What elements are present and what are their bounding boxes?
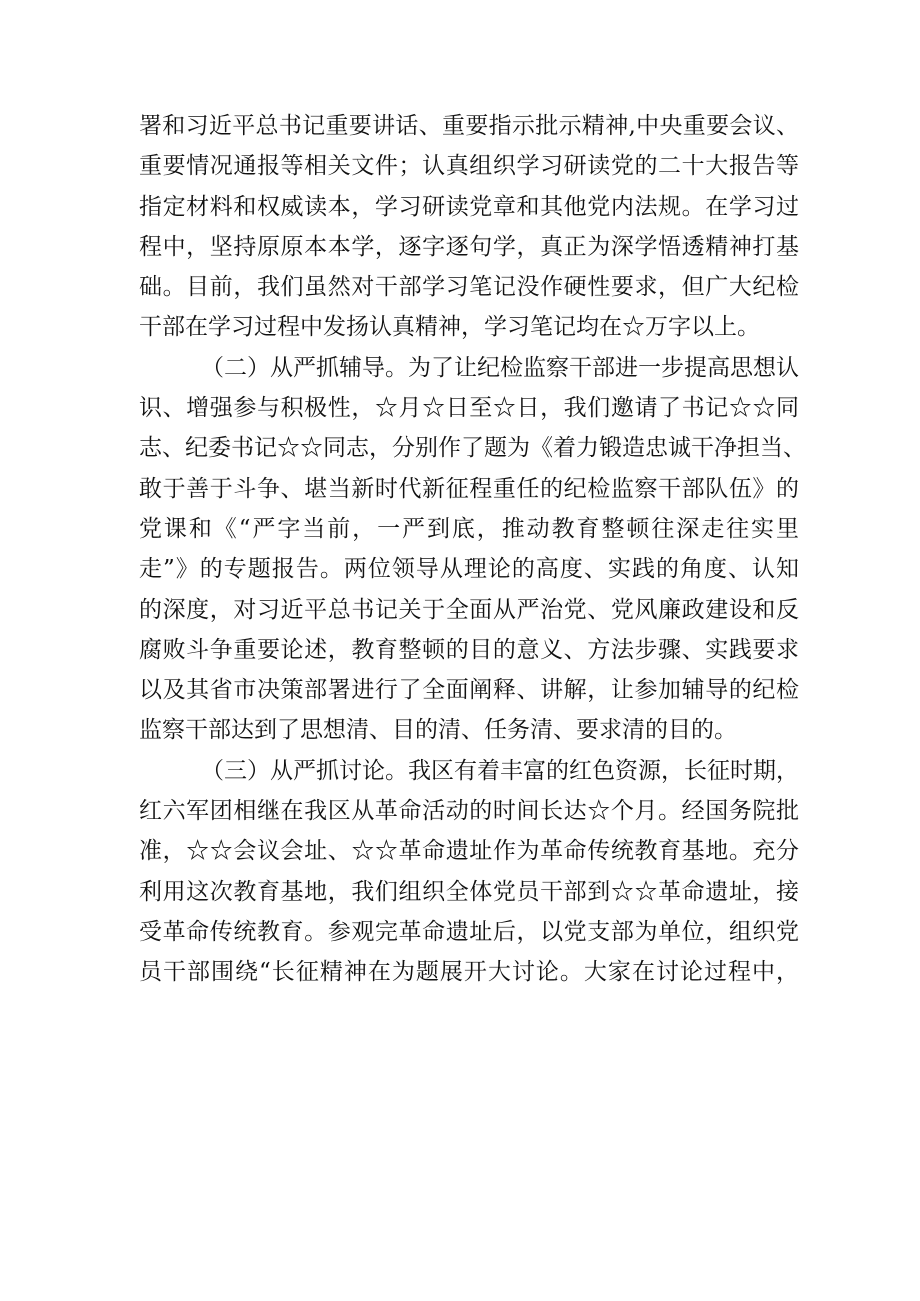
text-line: 利用这次教育基地，我们组织全体党员干部到☆☆革命遗址，接 [139,878,799,905]
text-line: 指定材料和权威读本，学习研读党章和其他党内法规。在学习过 [139,193,799,220]
text-line: 的深度，对习近平总书记关于全面从严治党、党风廉政建设和反 [139,596,799,623]
text-line: 干部在学习过程中发扬认真精神，学习笔记均在☆万字以上。 [139,314,760,341]
paragraph-1 [139,106,799,348]
paragraph-2 [139,348,806,751]
document-body [139,106,806,993]
paragraph-3 [139,751,799,993]
text-line: 以及其省市决策部署进行了全面阐释、讲解，让参加辅导的纪检 [139,677,799,704]
text-line: 党课和《“严字当前，一严到底，推动教育整顿往深走往实里 [139,515,799,542]
text-line: 受革命传统教育。参观完革命遗址后，以党支部为单位，组织党 [139,918,799,945]
text-line: 敢于善于斗争、堪当新时代新征程重任的纪检监察干部队伍》的 [139,475,799,502]
text-line: 准，☆☆会议会址、☆☆革命遗址作为革命传统教育基地。充分 [139,838,799,865]
text-line: 重要情况通报等相关文件；认真组织学习研读党的二十大报告等 [139,153,799,180]
text-line: 署和习近平总书记重要讲话、重要指示批示精神,中央重要会议、 [139,113,799,139]
text-line: 员干部围绕“长征精神在为题展开大讨论。大家在讨论过程中， [139,959,799,986]
text-line: 础。目前，我们虽然对干部学习笔记没作硬性要求，但广大纪检 [139,274,799,301]
text-line: 程中，坚持原原本本学，逐字逐句学，真正为深学悟透精神打基 [139,233,799,260]
text-line: （二）从严抓辅导。为了让纪检监察干部进一步提高思想认 [201,354,799,381]
text-line: 腐败斗争重要论述，教育整顿的目的意义、方法步骤、实践要求 [139,636,799,663]
text-line: （三）从严抓讨论。我区有着丰富的红色资源，长征时期， [201,757,799,784]
text-line: 识、增强参与积极性，☆月☆日至☆日，我们邀请了书记☆☆同 [139,395,799,422]
text-line: 走”》的专题报告。两位领导从理论的高度、实践的角度、认知 [139,556,799,583]
text-line: 监察干部达到了思想清、目的清、任务清、要求清的目的。 [139,717,737,744]
text-line: 志、纪委书记☆☆同志，分别作了题为《着力锻造忠诚干净担当、 [139,435,806,462]
text-line: 红六军团相继在我区从革命活动的时间长达☆个月。经国务院批 [139,798,799,825]
